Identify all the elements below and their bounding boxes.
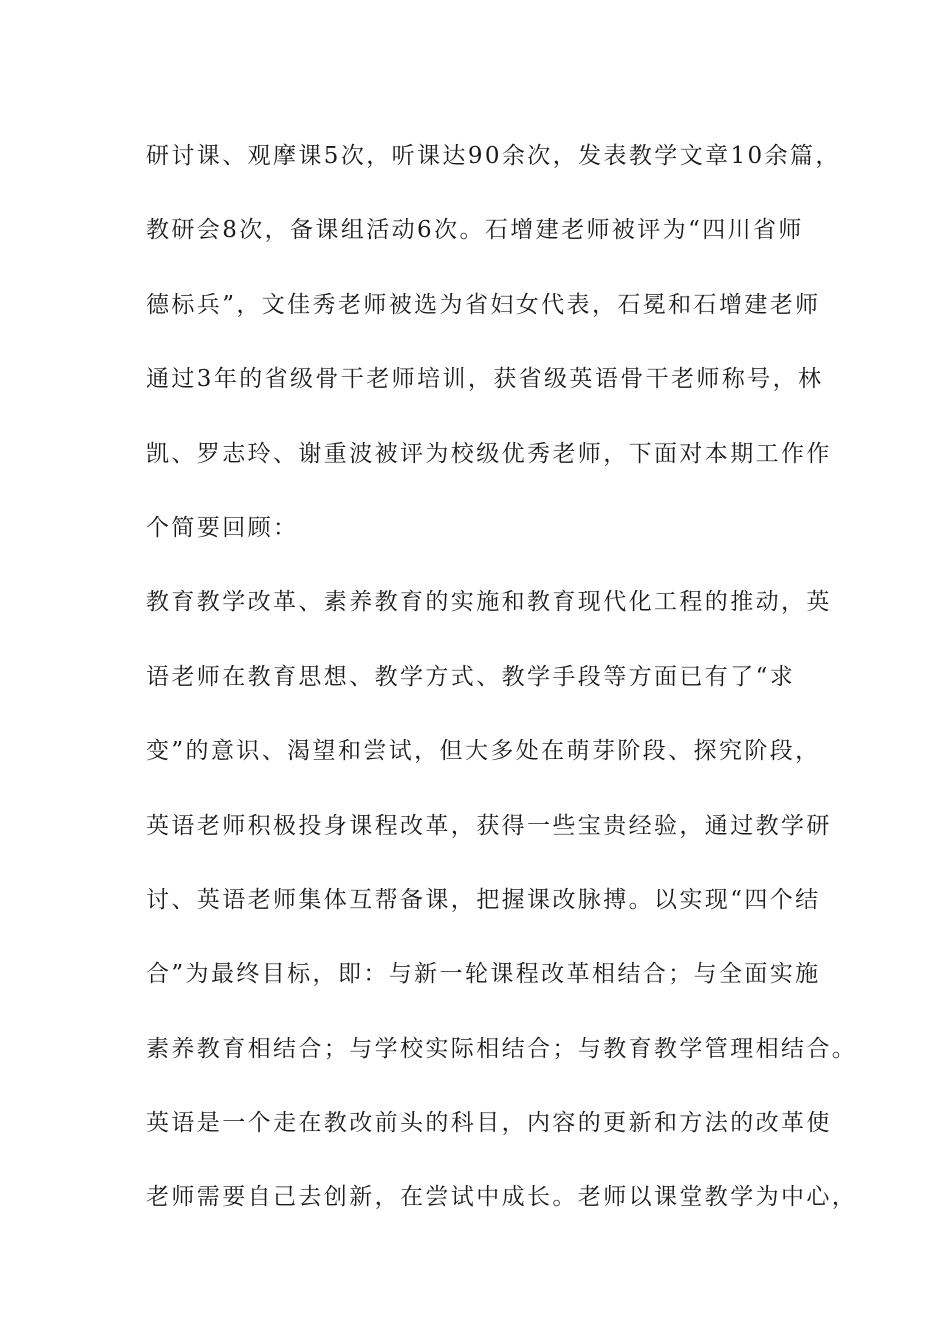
text-line: 变”的意识、渴望和尝试，但大多处在萌芽阶段、探究阶段， [146, 738, 821, 765]
text-line: 教研会8次，备课组活动6次。石增建老师被评为“四川省师 [146, 217, 804, 244]
body-text [146, 136, 858, 1252]
text-line: 合”为最终目标，即：与新一轮课程改革相结合；与全面实施 [146, 961, 821, 988]
text-line: 讨、英语老师集体互帮备课，把握课改脉搏。以实现“四个结 [146, 886, 821, 913]
text-line: 素养教育相结合；与学校实际相结合；与教育教学管理相结合。 [146, 1035, 858, 1062]
text-line: 英语是一个走在教改前头的科目，内容的更新和方法的改革使 [146, 1110, 832, 1137]
text-line: 英语老师积极投身课程改革，获得一些宝贵经验，通过教学研 [146, 812, 832, 839]
text-line: 凯、罗志玲、谢重波被评为校级优秀老师，下面对本期工作作 [146, 440, 832, 467]
text-line: 研讨课、观摩课5次，听课达90余次，发表教学文章10余篇， [146, 143, 841, 169]
text-line: 通过3年的省级骨干老师培训，获省级英语骨干老师称号，林 [146, 366, 824, 393]
text-line: 语老师在教育思想、教学方式、教学手段等方面已有了“求 [146, 663, 796, 690]
text-line: 教育教学改革、素养教育的实施和教育现代化工程的推动，英 [146, 589, 832, 616]
text-line: 个简要回顾： [146, 514, 299, 541]
text-line: 德标兵”，文佳秀老师被选为省妇女代表，石冕和石增建老师 [146, 291, 821, 318]
text-line: 老师需要自己去创新，在尝试中成长。老师以课堂教学为中心， [146, 1184, 858, 1211]
